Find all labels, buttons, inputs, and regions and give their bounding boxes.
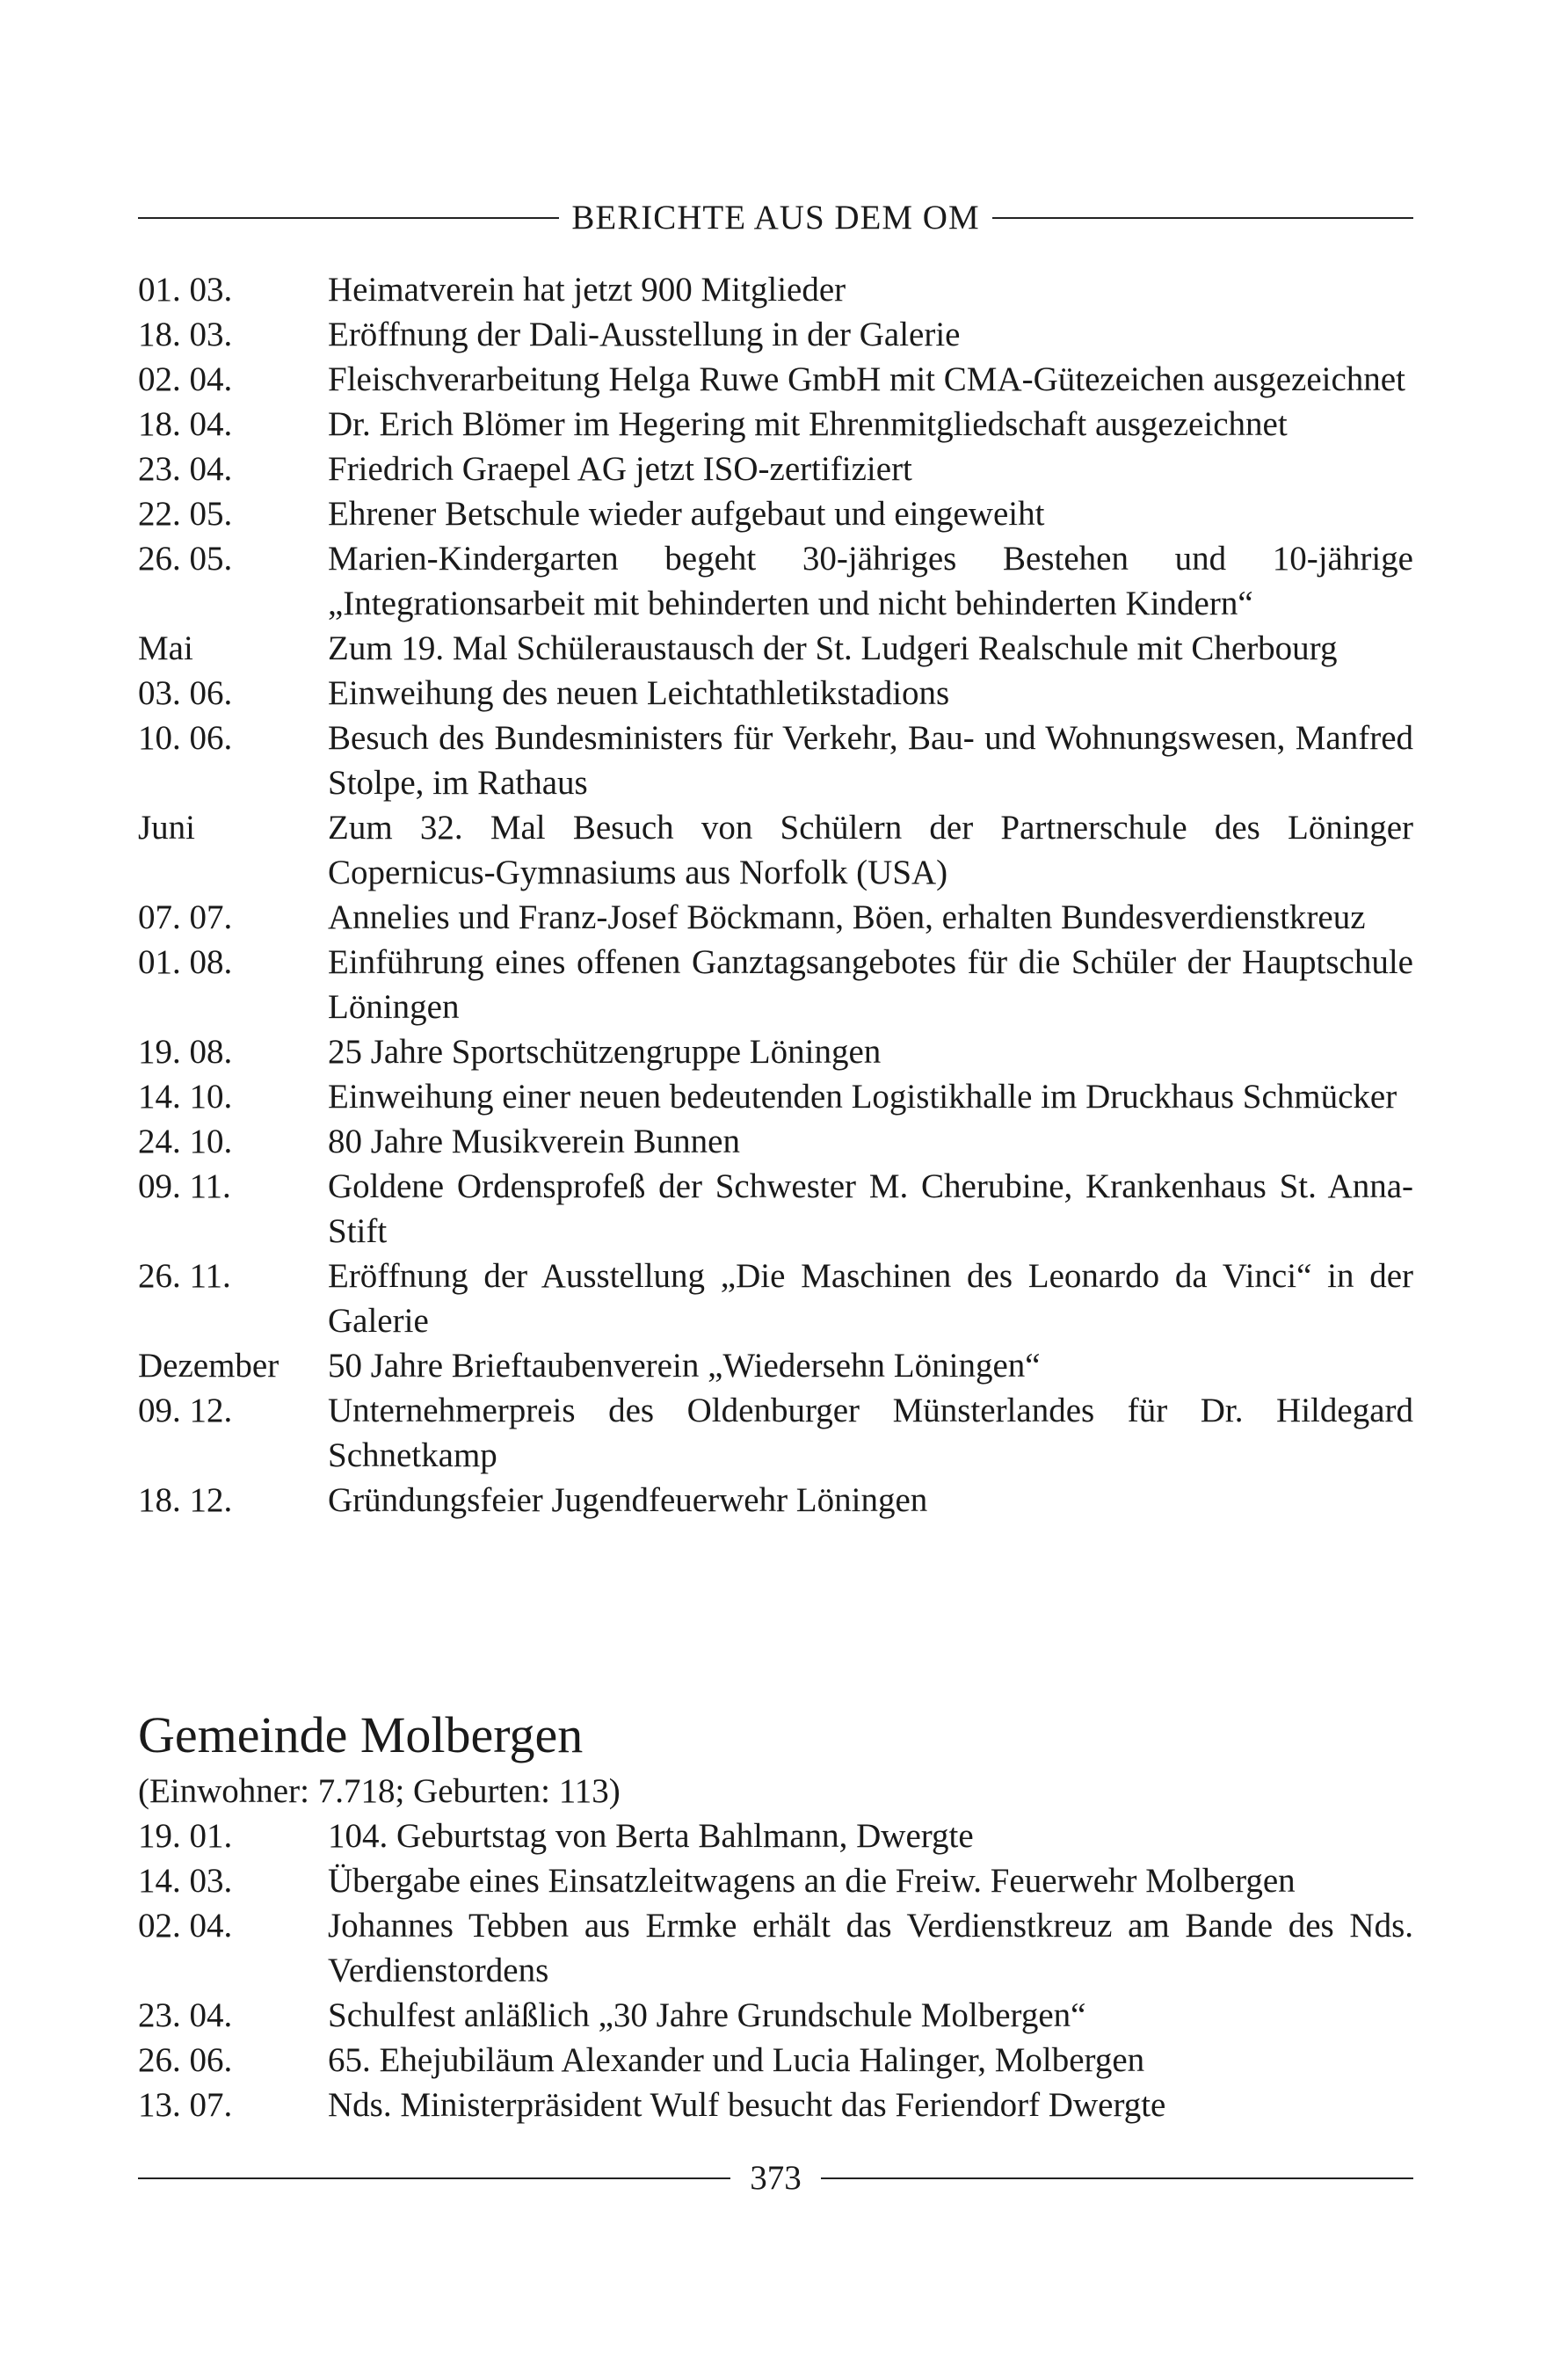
entry-date: 07. 07. (138, 898, 233, 936)
entry-text: 65. Ehejubiläum Alexander und Lucia Halinger, Molbergen (328, 2041, 1145, 2079)
entry-date: 14. 10. (138, 1078, 233, 1116)
chronicle-entry (138, 447, 1413, 491)
chronicle-entry (138, 1029, 1413, 1074)
chronicle-entry (138, 312, 1413, 357)
chronicle-entry (138, 895, 1413, 940)
entry-text: Besuch des Bundesministers für Verkehr, Bau- und Wohnungswesen, Manfred Stolpe, im Rathaus (328, 719, 1413, 802)
chronicle-entry (138, 1074, 1413, 1119)
entry-text: Eröffnung der Ausstellung „Die Maschinen des Leonardo da Vinci“ in der Galerie (328, 1257, 1413, 1340)
chronicle-entry (138, 940, 1413, 1029)
entry-text: Unternehmerpreis des Oldenburger Münsterlandes für Dr. Hildegard Schnetkamp (328, 1392, 1413, 1474)
chronicle-entry (138, 402, 1413, 447)
chronicle-entry (138, 2083, 1413, 2127)
entry-date: 26. 06. (138, 2041, 233, 2079)
entry-date: 18. 12. (138, 1481, 233, 1519)
entry-text: Übergabe eines Einsatzleitwagens an die Freiw. Feuerwehr Molbergen (328, 1862, 1296, 1900)
chronicle-entry (138, 805, 1413, 895)
entry-text: 80 Jahre Musikverein Bunnen (328, 1123, 740, 1160)
entry-text: Annelies und Franz-Josef Böckmann, Böen, erhalten Bundesverdienstkreuz (328, 898, 1366, 936)
chronicle-entry (138, 357, 1413, 402)
chronicle-entry (138, 1164, 1413, 1254)
entry-text: Ehrener Betschule wieder aufgebaut und eingeweiht (328, 495, 1045, 533)
entry-text: Johannes Tebben aus Ermke erhält das Verdienstkreuz am Bande des Nds. Verdienstordens (328, 1907, 1413, 1989)
entry-text: 50 Jahre Brieftaubenverein „Wiedersehn Löningen“ (328, 1347, 1041, 1385)
entry-text: Friedrich Graepel AG jetzt ISO-zertifiziert (328, 450, 912, 488)
entry-date: 23. 04. (138, 450, 233, 488)
entry-date: 14. 03. (138, 1862, 233, 1900)
entry-date: 02. 04. (138, 1907, 233, 1945)
entry-text: Dr. Erich Blömer im Hegering mit Ehrenmitgliedschaft ausgezeichnet (328, 405, 1288, 443)
entry-date: 19. 01. (138, 1817, 233, 1855)
section-molbergen (138, 1707, 1413, 2127)
chronicle-entry (138, 1478, 1413, 1523)
chronicle-entry (138, 536, 1413, 626)
entry-text: Heimatverein hat jetzt 900 Mitglieder (328, 271, 846, 309)
entry-date: 18. 03. (138, 316, 233, 353)
entry-date: 26. 11. (138, 1257, 231, 1295)
entry-date: 13. 07. (138, 2086, 233, 2124)
chronicle-list-loeningen (138, 267, 1413, 1523)
entry-date: 10. 06. (138, 719, 233, 757)
entry-text: Einweihung des neuen Leichtathletikstadions (328, 674, 950, 712)
chronicle-entry (138, 671, 1413, 716)
entry-date: 03. 06. (138, 674, 233, 712)
chronicle-entry (138, 2038, 1413, 2083)
entry-date: Dezember (138, 1347, 279, 1385)
entry-text: Einführung eines offenen Ganztagsangebotes für die Schüler der Hauptschule Löningen (328, 943, 1413, 1026)
entry-text: Marien-Kindergarten begeht 30-jähriges Bestehen und 10-jährige „Integrationsarbeit mit behinderten und nicht behinderten Kindern“ (328, 540, 1413, 622)
entry-date: 19. 08. (138, 1033, 233, 1071)
page-footer (138, 2159, 1413, 2198)
running-head (138, 200, 1413, 236)
header-rule-right (992, 217, 1413, 219)
entry-date: 23. 04. (138, 1996, 233, 2034)
entry-text: 104. Geburtstag von Berta Bahlmann, Dwergte (328, 1817, 974, 1855)
chronicle-entry (138, 1254, 1413, 1343)
entry-text: Goldene Ordensprofeß der Schwester M. Cherubine, Krankenhaus St. Anna-Stift (328, 1167, 1413, 1250)
section-population-note: (Einwohner: 7.718; Geburten: 113) (138, 1772, 621, 1810)
entry-text: Nds. Ministerpräsident Wulf besucht das Feriendorf Dwergte (328, 2086, 1166, 2124)
entry-date: 18. 04. (138, 405, 233, 443)
section-heading: Gemeinde Molbergen (138, 1706, 584, 1763)
chronicle-entry (138, 1388, 1413, 1478)
footer-rule-left (138, 2177, 730, 2179)
running-head-title: BERICHTE AUS DEM OM (571, 199, 980, 236)
chronicle-entry (138, 1814, 1413, 1858)
chronicle-entry (138, 716, 1413, 805)
entry-text: Eröffnung der Dali-Ausstellung in der Galerie (328, 316, 961, 353)
entry-date: 09. 12. (138, 1392, 233, 1429)
header-rule-left (138, 217, 559, 219)
page-number: 373 (750, 2159, 802, 2197)
footer-rule-right (821, 2177, 1413, 2179)
entry-text: Schulfest anläßlich „30 Jahre Grundschule Molbergen“ (328, 1996, 1086, 2034)
chronicle-entry (138, 1858, 1413, 1903)
chronicle-entry (138, 1993, 1413, 2038)
entry-date: Juni (138, 809, 196, 847)
entry-date: 24. 10. (138, 1123, 233, 1160)
entry-text: Gründungsfeier Jugendfeuerwehr Löningen (328, 1481, 928, 1519)
entry-date: 09. 11. (138, 1167, 231, 1205)
entry-date: 26. 05. (138, 540, 233, 578)
entry-text: Einweihung einer neuen bedeutenden Logistikhalle im Druckhaus Schmücker (328, 1078, 1397, 1116)
entry-text: 25 Jahre Sportschützengruppe Löningen (328, 1033, 882, 1071)
entry-text: Fleischverarbeitung Helga Ruwe GmbH mit CMA-Gütezeichen ausgezeichnet (328, 360, 1405, 398)
chronicle-entry (138, 626, 1413, 671)
chronicle-entry (138, 267, 1413, 312)
chronicle-entry (138, 491, 1413, 536)
chronicle-entry (138, 1343, 1413, 1388)
entry-date: 02. 04. (138, 360, 233, 398)
entry-date: 01. 08. (138, 943, 233, 981)
entry-date: Mai (138, 629, 193, 667)
entry-date: 22. 05. (138, 495, 233, 533)
chronicle-entry (138, 1119, 1413, 1164)
chronicle-entry (138, 1903, 1413, 1993)
entry-text: Zum 19. Mal Schüleraustausch der St. Ludgeri Realschule mit Cherbourg (328, 629, 1338, 667)
book-page (138, 0, 1413, 2370)
entry-text: Zum 32. Mal Besuch von Schülern der Partnerschule des Löninger Copernicus-Gymnasiums aus Norfolk (USA) (328, 809, 1413, 891)
entry-date: 01. 03. (138, 271, 233, 309)
